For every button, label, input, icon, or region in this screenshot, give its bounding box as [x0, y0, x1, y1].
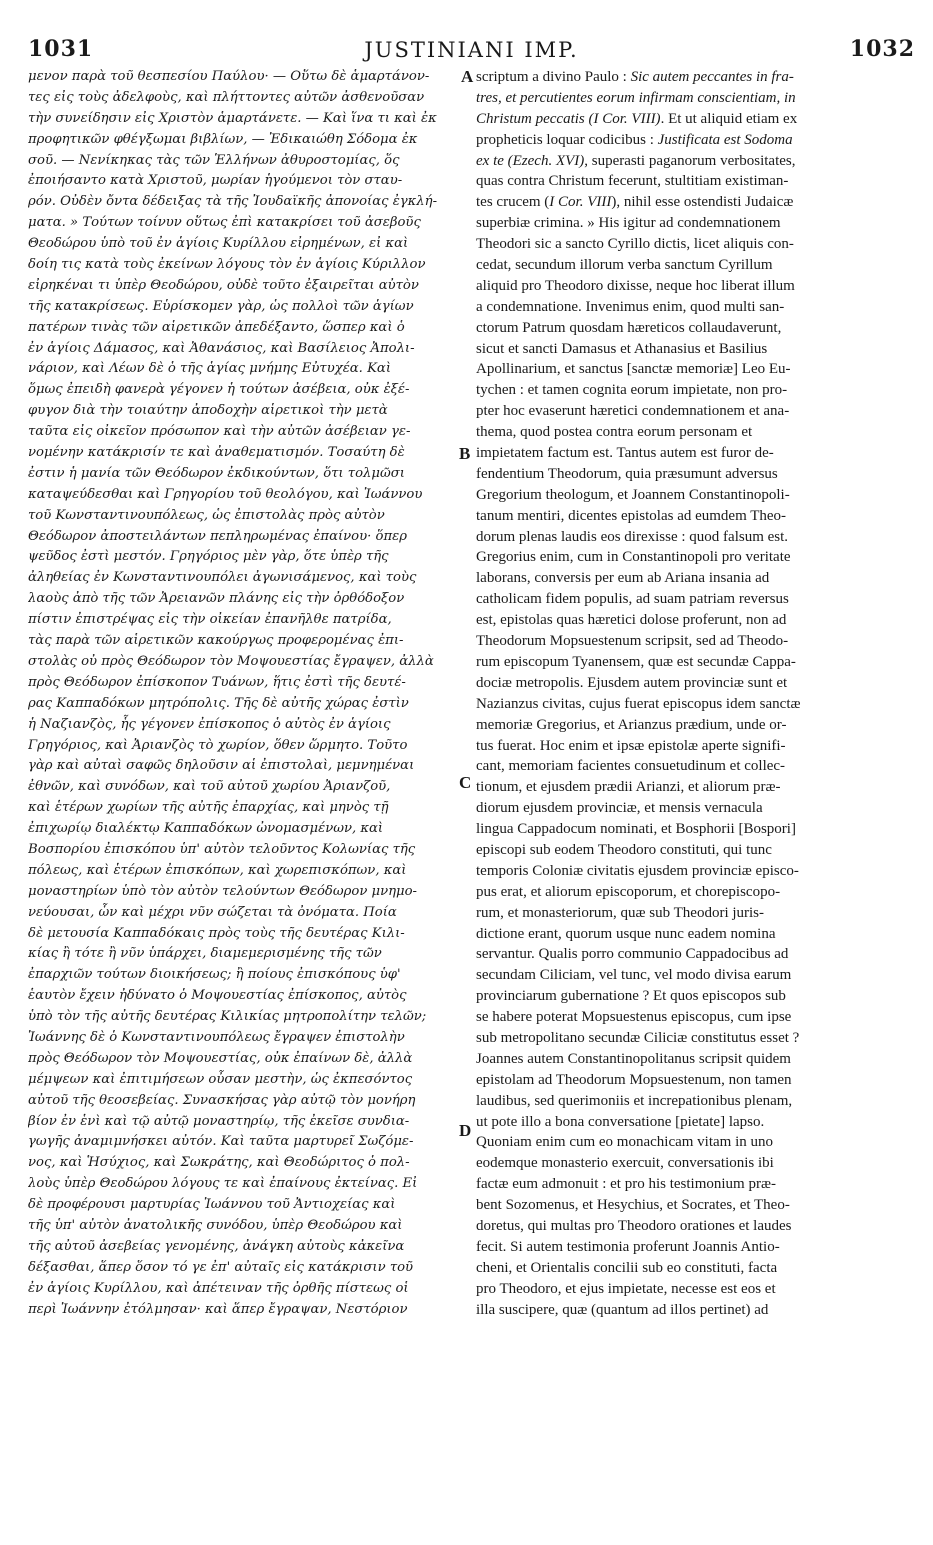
latin-line-segment: bent Sozomenus, et Hesychius, et Socrates, et Theo-: [476, 1197, 790, 1214]
greek-line: τὴν συνείδησιν εἰς Χριστὸν ἁμαρτάνετε. — Καὶ ἵνα τι καὶ ἐκ: [28, 110, 437, 126]
latin-line-segment: pus erat, et aliorum episcoporum, et chorepiscopo-: [476, 883, 781, 900]
latin-line-segment: servantur. Qualis porro communio Cappadocibus ad: [476, 946, 789, 963]
latin-line: [476, 88, 916, 109]
latin-line-segment: laudibus, sed querimoniis et increpationibus plenam,: [476, 1092, 793, 1109]
greek-line: ἐθνῶν, καὶ συνόδων, καὶ τοῦ αὐτοῦ χωρίου Ἀριανζοῦ,: [28, 779, 391, 795]
latin-line-segment: doretus, qui multas pro Theodoro orationes et laudes: [476, 1217, 792, 1234]
greek-line: ἐπαρχιῶν τούτων διοικήσεως; ἢ ποίους ἐπισκόπους ὑφ': [28, 967, 401, 983]
greek-line: ἐν ἁγίοις Κυρίλλου, καὶ ἀπέτειναν τῆς ὀρθῆς πίστεως οἱ: [28, 1280, 409, 1296]
latin-line-segment: pro Theodoro, et ejus impietate, necesse est eos et: [476, 1280, 776, 1297]
latin-line: [476, 380, 916, 401]
latin-line-segment: tychen : et tamen cognita eorum impietate, non pro-: [476, 382, 788, 399]
latin-line-segment: cedat, secundum illorum verba sanctum Cyrillum: [476, 257, 773, 274]
greek-line: νομένην κατάκρισίν τε καὶ ἀναθεματισμόν. Τοσαύτη δὲ: [28, 445, 405, 461]
greek-line: ἐν ἁγίοις Δάμασος, καὶ Ἀθανάσιος, καὶ Βασίλειος Ἀπολι-: [28, 340, 415, 356]
latin-line-segment: factæ eum admonuit : et pro his testimonium præ-: [476, 1176, 776, 1193]
latin-line: [476, 151, 916, 172]
latin-line: [476, 297, 916, 318]
latin-line: [476, 1153, 916, 1174]
latin-line: [476, 631, 916, 652]
greek-line: γὰρ καὶ αὐταὶ σαφῶς δηλοῦσιν αἱ ἐπιστολαὶ, μεμνημέναι: [28, 758, 415, 774]
latin-line-segment: scriptum a divino Paulo :: [476, 69, 631, 85]
greek-line: τὰς παρὰ τῶν αἱρετικῶν κακούργως προφερομένας ἐπι-: [28, 633, 404, 649]
latin-line: [476, 819, 916, 840]
margin-marker-a: A: [461, 67, 474, 86]
latin-line: [476, 736, 916, 757]
latin-line: [476, 986, 916, 1007]
latin-line: [476, 109, 916, 130]
latin-text-column: [476, 67, 916, 1320]
latin-line-segment: eodemque monasterio exercuit, conversationis ibi: [476, 1155, 774, 1172]
greek-line: κίας ἢ τότε ἢ νῦν ὑπάρχει, διαμεμερισμένης τῆς τῶν: [28, 946, 382, 962]
greek-line: ὅμως ἐπειδὴ φανερὰ γέγονεν ἡ τούτων ἀσέβεια, οὐκ ἐξέ-: [28, 382, 410, 398]
latin-line-segment: provinciarum gubernatione ? Et quos episcopos sub: [476, 988, 786, 1005]
latin-line-segment: aliquid pro Theodoro dixisse, neque hoc liberat illum: [476, 277, 795, 294]
greek-line: μέμψεων καὶ ἐπιτιμήσεων οὖσαν μεστὴν, ὡς ἐκπεσόντος: [28, 1071, 413, 1087]
greek-line: Θεοδώρου ὑπὸ τοῦ ἐν ἁγίοις Κυρίλλου εἰρημένων, εἰ καὶ: [28, 236, 409, 252]
margin-marker-c: C: [459, 773, 472, 792]
latin-line-segment: . Et ut aliquid etiam ex: [660, 110, 798, 127]
page-number-right: 1032: [849, 36, 915, 62]
greek-line: δὲ προφέρουσι μαρτυρίας Ἰωάννου τοῦ Ἀντιοχείας καὶ: [28, 1197, 396, 1213]
latin-line: [476, 192, 916, 213]
greek-line: Θεόδωρον ἀποστειλάντων πεπληρωμένας ἐπαίνου· ὅπερ: [28, 528, 407, 544]
greek-line: πίστιν ἐπιστρέψας εἰς τὴν οἰκείαν ἐπανῆλθε πατρίδα,: [28, 612, 392, 628]
latin-line-segment: illa suscipere, quæ (quantum ad illos pertinet) ad: [476, 1301, 769, 1318]
greek-line: ἑαυτὸν ἔχειν ἠδύνατο ὁ Μοψουεστίας ἐπίσκοπος, αὐτὸς: [28, 988, 407, 1004]
latin-line-segment: lingua Cappadocum nominati, et Bosphorii [Bospori]: [476, 821, 796, 838]
latin-line: [476, 318, 916, 339]
greek-line: ἡ Ναζιανζὸς, ἧς γέγονεν ἐπίσκοπος ὁ αὐτὸς ἐν ἁγίοις: [28, 716, 391, 732]
latin-line-segment: Gregorium theologum, et Joannem Constantinopoli-: [476, 486, 790, 503]
greek-line: ρόν. Οὐδὲν ὄντα δέδειξας τὰ τῆς Ἰουδαϊκῆς ἀπονοίας ἐγκλή-: [28, 194, 438, 210]
greek-line: βίον ἐν ἑνὶ καὶ τῷ αὐτῷ μοναστηρίῳ, τῆς ἐκεῖσε συνδια-: [28, 1113, 410, 1129]
latin-line-segment: temporis Coloniæ civitatis ejusdem provinciæ episco-: [476, 862, 799, 879]
latin-line: [476, 715, 916, 736]
latin-line-segment: ), nihil esse ostendisti Judaicæ: [611, 194, 794, 211]
greek-line: δὲ μετουσία Καππαδόκαις πρὸς τοὺς τῆς δευτέρας Κιλι-: [28, 925, 405, 941]
margin-marker-d: D: [459, 1121, 472, 1140]
latin-line-segment: tionum, et ejusdem prædii Arianzi, et aliorum præ-: [476, 779, 781, 796]
latin-line: [476, 339, 916, 360]
latin-line-segment: dictione erant, quorum usque nunc eadem nomina: [476, 925, 776, 942]
latin-line-segment: Joannes autem Constantinopolitanus scripsit quidem: [476, 1050, 791, 1067]
greek-line: πρὸς Θεόδωρον τὸν Μοψουεστίας, οὐκ ἐπαίνων δὲ, ἀλλὰ: [28, 1050, 413, 1066]
latin-line: [476, 1049, 916, 1070]
latin-line-segment: superbiæ crimina. » His igitur ad condemnationem: [476, 215, 781, 232]
latin-line: [476, 965, 916, 986]
latin-line: [476, 756, 916, 777]
latin-line-segment: I Cor. VIII: [549, 194, 612, 211]
latin-line: [476, 422, 916, 443]
latin-line: [476, 485, 916, 506]
latin-line-segment: catholicam fidem populis, ad suam patriam reversus: [476, 591, 789, 608]
latin-line: [476, 1174, 916, 1195]
greek-line: δέξασθαι, ἅπερ ὅσον τό γε ἐπ' αὐταῖς εἰς κατάκρισιν τοῦ: [28, 1259, 414, 1275]
greek-line: τῆς κατακρίσεως. Εὑρίσκομεν γὰρ, ὡς πολλοὶ τῶν ἁγίων: [28, 298, 414, 314]
greek-line: περὶ Ἰωάννην ἐτόλμησαν· καὶ ἅπερ ἔγραψαν, Νεστόριον: [28, 1301, 408, 1317]
latin-line: [476, 1070, 916, 1091]
latin-line-segment: epistolam ad Theodorum Mopsuestenum, non tamen: [476, 1071, 792, 1088]
latin-line-segment: memoriæ Gregorius, et Arianzus prædium, unde or-: [476, 716, 787, 733]
latin-line-segment: Quoniam enim cum eo monachicam vitam in uno: [476, 1134, 774, 1151]
latin-line: [476, 1216, 916, 1237]
greek-line: μοναστηρίων ὑπὸ τὸν αὐτὸν τελούντων Θεόδωρον μνημο-: [28, 883, 417, 899]
greek-text-column: [28, 67, 459, 1320]
margin-marker-b: B: [459, 444, 471, 463]
latin-line-segment: tus fuerat. Hoc enim et ipsæ epistolæ aperte signifi-: [476, 737, 786, 754]
greek-line: νος, καὶ Ἡσύχιος, καὶ Σωκράτης, καὶ Θεοδώριτος ὁ πολ-: [28, 1155, 410, 1171]
latin-line: [476, 527, 916, 548]
latin-line-segment: impietatem factum est. Tantus autem est furor de-: [476, 445, 774, 462]
latin-line-segment: Christum peccatis (I Cor. VIII): [476, 110, 661, 127]
latin-line-segment: Apollinarium, et sanctus [sanctæ memoriæ] Leo Eu-: [476, 361, 791, 378]
greek-line: πατέρων τινὰς τῶν αἱρετικῶν ἀπεδέξαντο, ὥσπερ καὶ ὁ: [28, 319, 405, 335]
latin-line: [476, 840, 916, 861]
latin-line: [476, 1195, 916, 1216]
greek-line: στολὰς οὐ πρὸς Θεόδωρον τὸν Μοψουεστίας ἔγραψεν, ἀλλὰ: [28, 653, 434, 669]
latin-line-segment: quas contra Christum fecerunt, stultitiam existiman-: [476, 173, 789, 190]
page-header: [28, 36, 915, 66]
latin-line-segment: fendentium Theodorum, quia præsumunt adversus: [476, 465, 778, 482]
latin-line: [476, 1300, 916, 1321]
greek-line: ρας Καππαδόκων μητρόπολις. Τῆς δὲ αὐτῆς χώρας ἐστὶν: [28, 695, 409, 711]
latin-line: [476, 798, 916, 819]
latin-line: [476, 861, 916, 882]
latin-line: [476, 882, 916, 903]
latin-line: [476, 610, 916, 631]
latin-line: [476, 547, 916, 568]
latin-line: [476, 276, 916, 297]
greek-line: μενον παρὰ τοῦ θεσπεσίου Παύλου· — Οὕτω δὲ ἁμαρτάνον-: [28, 69, 430, 84]
latin-line: [476, 1258, 916, 1279]
latin-line: [476, 255, 916, 276]
latin-line-segment: pter hoc evaserunt hæretici condemnationem et ana-: [476, 403, 790, 420]
latin-line: [476, 1091, 916, 1112]
latin-line: [476, 506, 916, 527]
latin-line-segment: tanum mentiri, dicentes epistolas ad eumdem Theo-: [476, 507, 787, 524]
greek-line: καταψεύδεσθαι καὶ Γρηγορίου τοῦ θεολόγου, καὶ Ἰωάννου: [28, 486, 423, 502]
latin-line: [476, 1007, 916, 1028]
latin-line: [476, 924, 916, 945]
greek-line: πόλεως, καὶ ἑτέρων ἐπισκόπων, καὶ χωρεπισκόπων, καὶ: [28, 862, 407, 878]
latin-line-segment: ex te (Ezech. XVI): [476, 152, 585, 169]
greek-line: νεύουσαι, ὧν καὶ μέχρι νῦν σώζεται τὰ ὀνόματα. Ποία: [28, 904, 397, 920]
greek-line: ἐστιν ἡ μανία τῶν Θεόδωρον ἐκδικούντων, ὅτι τολμῶσι: [28, 465, 405, 481]
greek-line: ματα. » Τούτων τοίνυν οὕτως ἐπὶ κατακρίσει τοῦ ἀσεβοῦς: [28, 215, 421, 231]
latin-line-segment: diorum ejusdem provinciæ, et mensis vernacula: [476, 800, 763, 817]
latin-line-segment: sub metropolitano secundæ Ciliciæ constitutus esset ?: [476, 1029, 800, 1046]
greek-line: λοὺς ὑπὲρ Θεοδώρου λόγους τε καὶ ἐπαίνους ἐκτείνας. Εἰ: [28, 1176, 418, 1192]
greek-line: λαοὺς ἀπὸ τῆς τῶν Ἀρειανῶν πλάνης εἰς τὴν ὀρθόδοξον: [28, 591, 405, 607]
latin-line: [476, 1279, 916, 1300]
latin-line-segment: sicut et sancti Damasus et Athanasius et Basilius: [476, 340, 768, 357]
latin-line: [476, 694, 916, 715]
greek-line: προφητικῶν φθέγξωμαι βιβλίων, — Ἐδικαιώθη Σόδομα ἐκ: [28, 131, 418, 147]
greek-line: καὶ ἑτέρων χωρίων τῆς αὐτῆς ἐπαρχίας, καὶ μηνὸς τῇ: [28, 800, 389, 816]
latin-line-segment: tes crucem (: [476, 194, 550, 211]
latin-line-segment: thema, quod postea contra eorum personam et: [476, 424, 753, 441]
latin-line-segment: , superasti paganorum verbositates,: [584, 152, 796, 169]
latin-line-segment: Nazianzus civitas, cujus fuerat episcopus idem sanctæ: [476, 695, 801, 712]
latin-line-segment: dociæ metropolis. Ejusdem autem provinciæ sunt et: [476, 674, 788, 691]
greek-line: φυγον διὰ τὴν τοιαύτην ἀποδοχὴν αἱρετικοὶ τὴν μετὰ: [28, 403, 388, 419]
latin-line-segment: est, epistolas quas hæretici dolose proferunt, non ad: [476, 612, 787, 629]
greek-line: τοῦ Κωνσταντινουπόλεως, ὡς ἐπιστολὰς πρὸς αὐτὸν: [28, 507, 385, 523]
greek-line: ὑπὸ τὸν τῆς αὐτῆς δευτέρας Κιλικίας μητροπολίτην τελῶν;: [28, 1009, 427, 1025]
page-number-left: 1031: [28, 36, 94, 62]
greek-line: τες εἰς τοὺς ἀδελφοὺς, καὶ πλήττοντες αὐτῶν ἀσθενοῦσαν: [28, 89, 425, 105]
latin-line-segment: dorum plenas laudis eos direxisse : quod falsum est.: [476, 528, 789, 545]
greek-line: δοίη τις κατὰ τοὺς ἐκείνων λόγους τὸν ἐν ἁγίοις Κύριλλον: [28, 257, 426, 273]
latin-line-segment: Gregorius enim, cum in Constantinopoli pro veritate: [476, 549, 791, 566]
latin-line: [476, 1112, 916, 1133]
greek-line: Βοσπορίου ἐπισκόπου ὑπ' αὐτὸν τελοῦντος Κολωνίας τῆς: [28, 841, 416, 857]
latin-line: [476, 589, 916, 610]
latin-line-segment: Theodori sic a sancto Cyrillo dictis, licet aliquis con-: [476, 236, 794, 253]
latin-line-segment: secundam Ciliciam, vel tunc, vel modo divisa earum: [476, 967, 792, 984]
greek-line: εἰρηκέναι τι ὑπὲρ Θεοδώρου, οὐδὲ τοῦτο ἐξαιρεῖται αὐτὸν: [28, 277, 419, 293]
greek-line: ἀληθείας ἐν Κωνσταντινουπόλει ἀγωνισάμενος, καὶ τοὺς: [28, 570, 417, 586]
latin-line-segment: cant, memoriam facientes consuetudinum et collec-: [476, 758, 786, 775]
latin-line: [476, 568, 916, 589]
greek-line: ψεῦδος ἐστὶ μεστόν. Γρηγόριος μὲν γὰρ, ὅτε ὑπὲρ τῆς: [28, 549, 389, 565]
latin-line-segment: episcopi sub eodem Theodoro constituti, qui tunc: [476, 841, 772, 858]
latin-line: [476, 777, 916, 798]
latin-line-segment: tres, et percutientes eorum infirmam conscientiam, in: [476, 89, 796, 106]
greek-line: ταῦτα εἰς οἰκεῖον πρόσωπον καὶ τὴν αὐτῶν ἀσέβειαν γε-: [28, 424, 411, 440]
greek-line: πρὸς Θεόδωρον ἐπίσκοπον Τυάνων, ἥτις ἐστὶ τῆς δευτέ-: [28, 674, 406, 690]
greek-line: Ἰωάννης δὲ ὁ Κωνσταντινουπόλεως ἔγραψεν ἐπιστολὴν: [28, 1029, 405, 1045]
latin-line: [476, 234, 916, 255]
latin-line-segment: Sic autem peccantes in fra-: [630, 69, 794, 85]
greek-line: τῆς αὐτοῦ ἀσεβείας γενομένης, ἀνάγκη αὐτοὺς κἀκεῖνα: [28, 1238, 405, 1254]
latin-line: [476, 130, 916, 151]
latin-line: [476, 359, 916, 380]
latin-line-segment: rum, et monasteriorum, quæ sub Theodori juris-: [476, 904, 765, 921]
latin-line-segment: fecit. Si autem testimonia proferunt Joannis Antio-: [476, 1238, 780, 1255]
latin-line: [476, 1028, 916, 1049]
latin-line: [476, 401, 916, 422]
latin-line: [476, 1237, 916, 1258]
latin-line-segment: Justificata est Sodoma: [657, 131, 793, 148]
latin-line: [476, 673, 916, 694]
greek-line: ἐπιχωρίῳ διαλέκτῳ Καππαδόκων ὠνομασμένων, καὶ: [28, 821, 384, 837]
latin-line-segment: Theodorum Mopsuestenum scripsit, sed ad Theodo-: [476, 633, 789, 650]
latin-line: [476, 944, 916, 965]
latin-line: [476, 1132, 916, 1153]
latin-line: [476, 652, 916, 673]
greek-line: νάριον, καὶ Λέων δὲ ὁ τῆς ἁγίας μνήμης Εὐτυχέα. Καὶ: [28, 361, 391, 377]
greek-line: αὐτοῦ τῆς θεοσεβείας. Συνασκήσας γὰρ αὐτῷ τὸν μονήρη: [28, 1092, 416, 1108]
greek-line: ἐποιήσαντο κατὰ Χριστοῦ, μωρίαν ἡγούμενοι τὸν σταυ-: [28, 173, 403, 189]
latin-line-segment: propheticis loquar codicibus :: [476, 131, 658, 148]
latin-line: [476, 903, 916, 924]
greek-line: τῆς ὑπ' αὐτὸν ἀνατολικῆς συνόδου, ὑπὲρ Θεοδώρου καὶ: [28, 1217, 403, 1233]
latin-line: [476, 67, 916, 88]
latin-line-segment: a condemnatione. Invenimus enim, quod multi san-: [476, 298, 785, 315]
latin-line-segment: ut pote illo a bona conversatione [pietate] lapso.: [476, 1113, 765, 1130]
latin-line: [476, 464, 916, 485]
latin-line-segment: cheni, et Orientalis concilii sub eo constituti, facta: [476, 1259, 778, 1276]
latin-line-segment: rum episcopum Tyanensem, quæ est secundæ Cappa-: [476, 653, 796, 670]
latin-line: [476, 443, 916, 464]
greek-line: γωγῆς ἀναμιμνήσκει αὐτόν. Καὶ ταῦτα μαρτυρεῖ Σωζόμε-: [28, 1134, 414, 1150]
latin-line-segment: laborans, conversis per eum ab Ariana insania ad: [476, 570, 770, 587]
latin-line: [476, 171, 916, 192]
latin-line-segment: ctorum Patrum quosdam hæreticos collaudaverunt,: [476, 319, 782, 336]
greek-line: σοῦ. — Νενίκηκας τὰς τῶν Ἑλλήνων ἀθυροστομίας, ὅς: [28, 152, 400, 168]
greek-line: Γρηγόριος, καὶ Ἀριανζὸς τὸ χωρίον, ὅθεν ὥρμητο. Τοῦτο: [28, 737, 408, 753]
latin-line: [476, 213, 916, 234]
running-title: JUSTINIANI IMP.: [364, 38, 579, 62]
latin-line-segment: se habere poterat Mopsuestenus episcopus, cum ipse: [476, 1009, 792, 1026]
